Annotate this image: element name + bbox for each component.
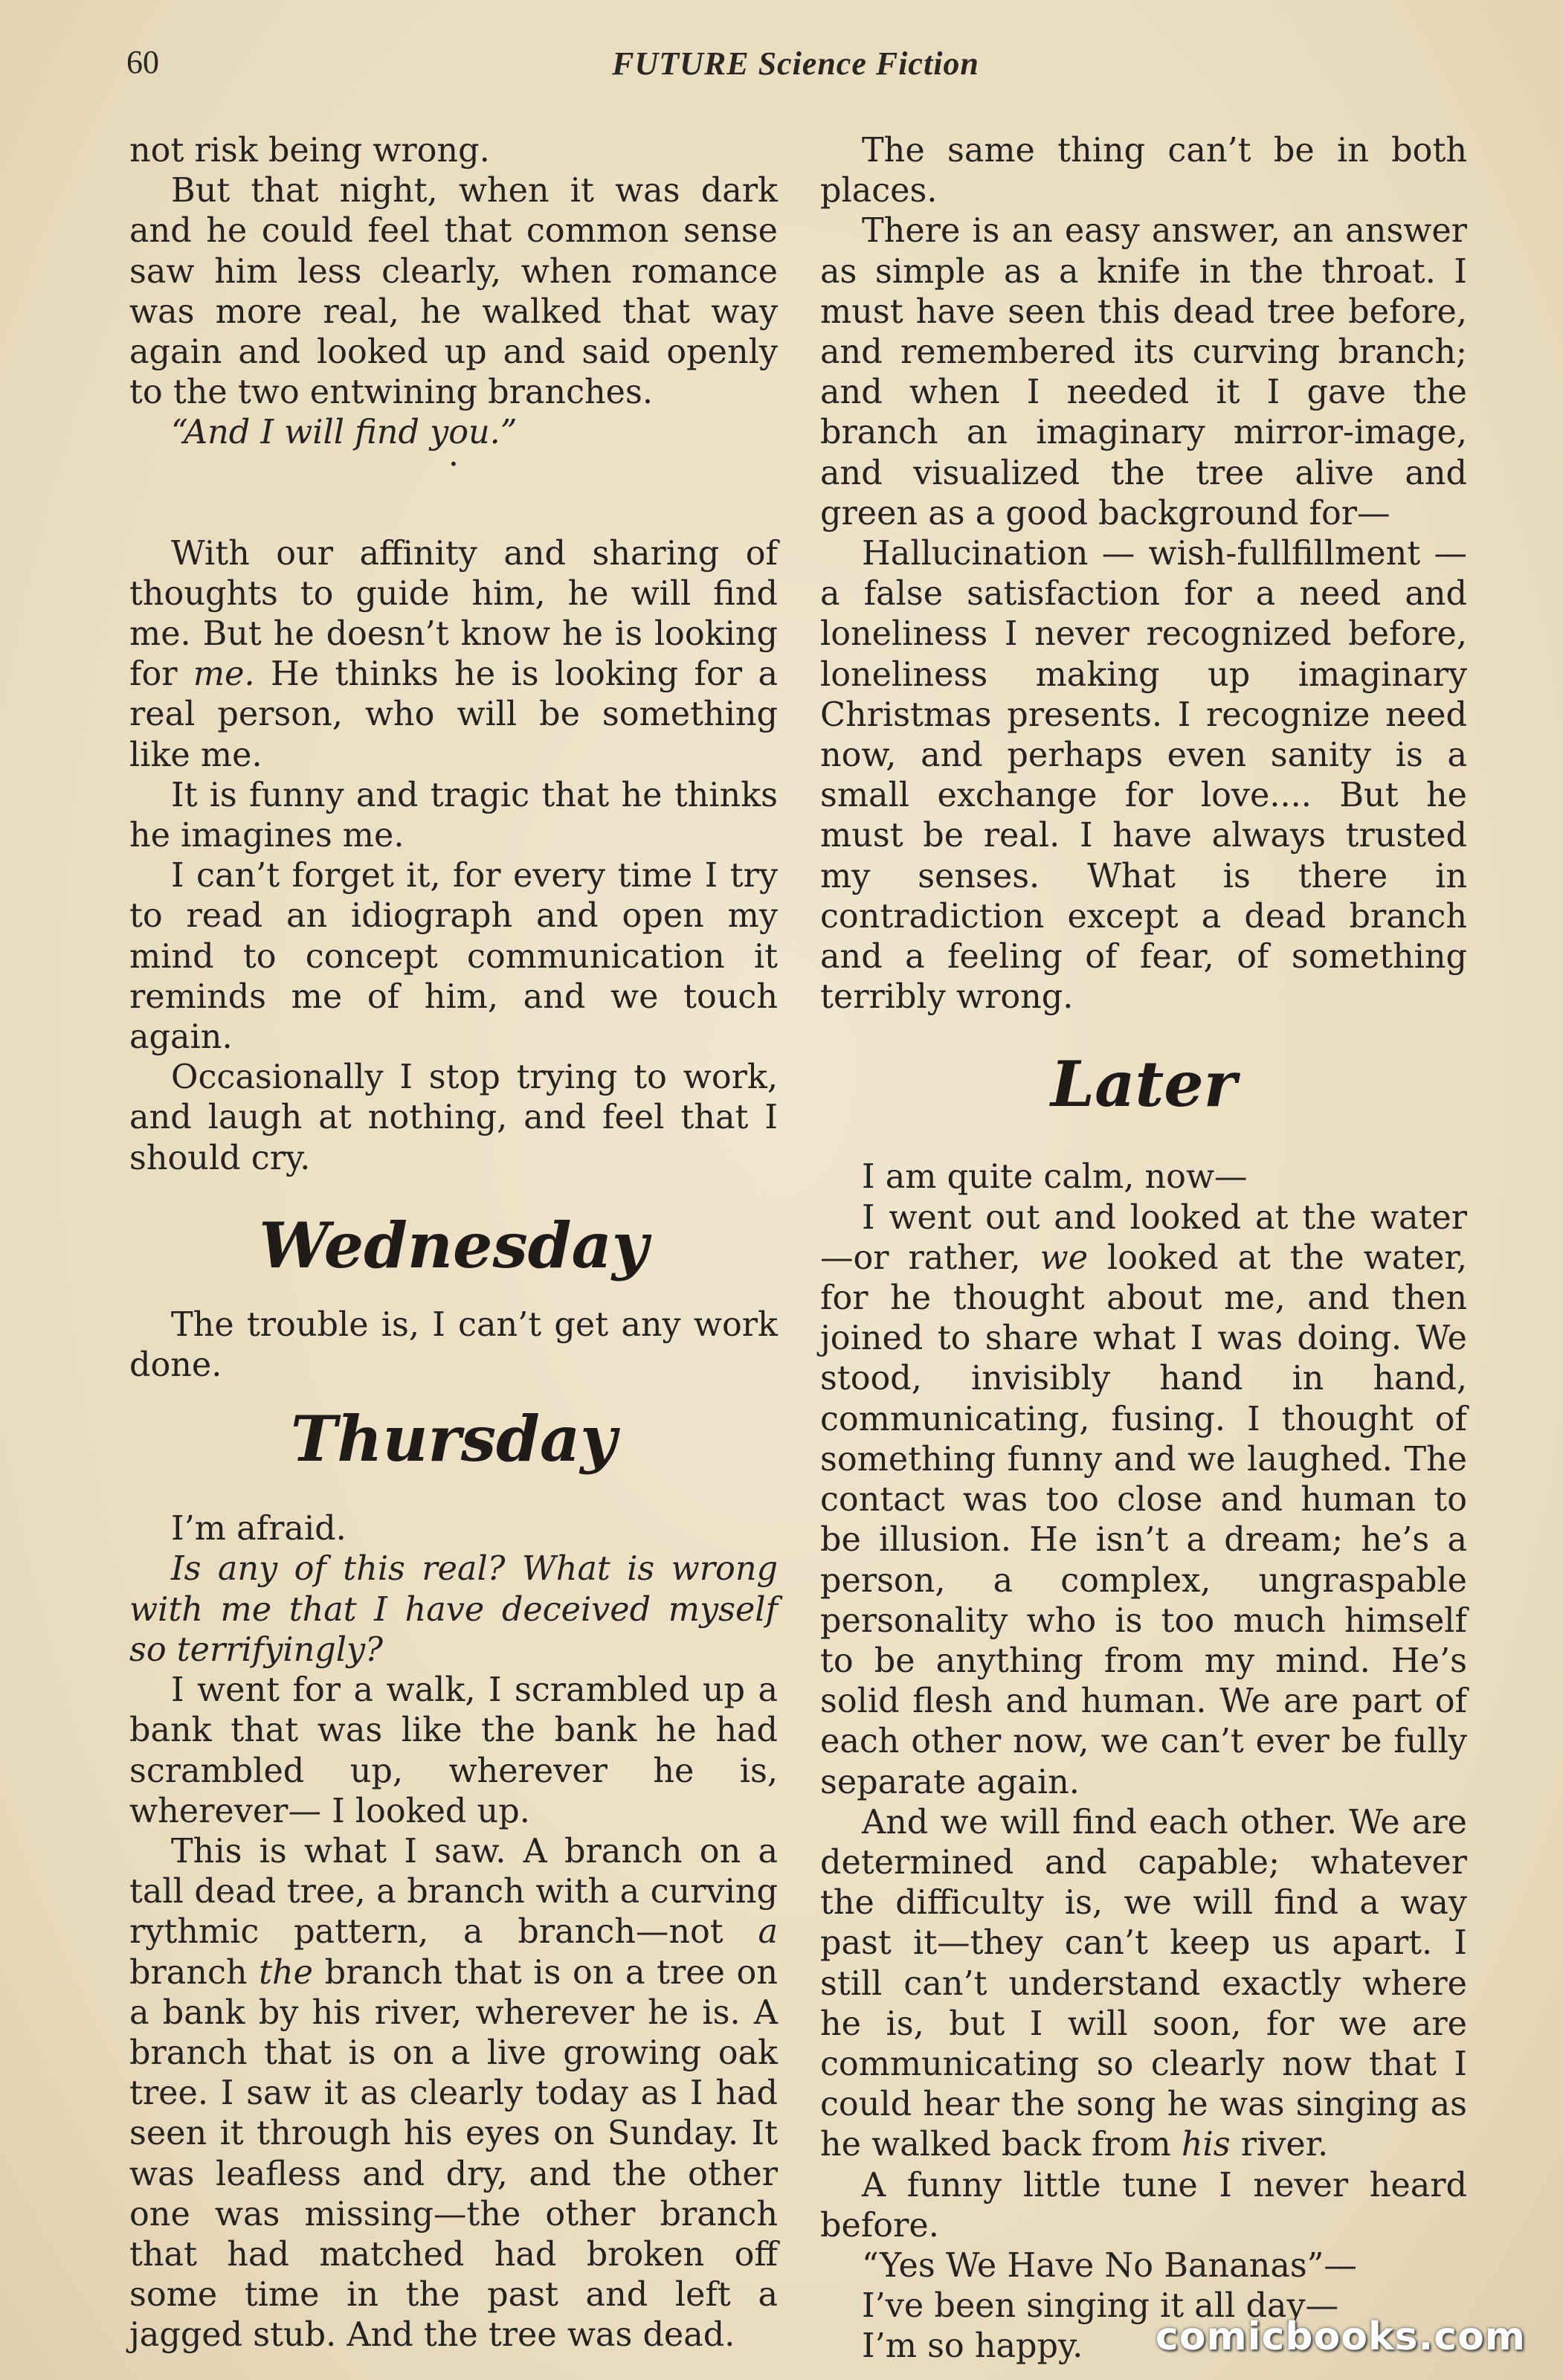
magazine-title: FUTURE Science Fiction [612, 45, 979, 82]
paragraph: Occasionally I stop trying to work, and laugh at nothing, and feel that I should cry. [129, 1058, 778, 1177]
emphasis: we [1040, 1238, 1089, 1277]
text-run: river. [1230, 2126, 1329, 2164]
paragraph: But that night, when it was dark and he could feel that common sense saw him less clearly, when romance was more real, he walked that way again and looked up and said openly to the two entwining branches. [129, 172, 778, 412]
heading-later: Later [1051, 1047, 1237, 1122]
text-run: And we will find each other. We are determined and capable; whatever the difficulty is, we will find a way past it—they can’t keep us apart. I still can’t understand exactly where he is, but I will soon, for we are communicating so clearly now that I could hear the song he was singing as he walked back from [820, 1803, 1467, 2164]
quote-line: “And I will find you.” [171, 414, 518, 452]
heading-wednesday: Wednesday [259, 1208, 648, 1282]
paragraph: The same thing can’t be in both places. [820, 132, 1467, 210]
page-number: 60 [126, 44, 159, 80]
paragraph: I’m so happy. [862, 2327, 1083, 2366]
paragraph: “Yes We Have No Bananas”— [862, 2246, 1357, 2285]
text-run: He thinks he is looking for a real person, who will be something like me. [129, 655, 778, 774]
emphasis: his [1181, 2126, 1231, 2164]
right-column [820, 131, 1467, 2367]
paragraph: I am quite calm, now— [862, 1158, 1248, 1197]
emphasis: a [758, 1913, 778, 1952]
page-header [126, 43, 1465, 88]
text-run: With our affinity and sharing of thoughts to guide him, he will find me. But he doesn’t know he is looking for [129, 534, 778, 694]
emphasis: the [259, 1953, 314, 1992]
paragraph-italic: Is any of this real? What is wrong with me that I have deceived myself so terrifyingly? [129, 1550, 778, 1669]
paragraph [129, 1832, 778, 2356]
paragraph [820, 1198, 1467, 1803]
paragraph: There is an easy answer, an answer as simple as a knife in the throat. I must have seen this dead tree before, and remembered its curving branch; and when I needed it I gave the branch an imaginary mirror-image, and visualized the tree alive and green as a good background for— [820, 212, 1467, 533]
paragraph: A funny little tune I never heard before. [820, 2166, 1467, 2245]
paragraph: I went for a walk, I scrambled up a bank that was like the bank he had scrambled up, wherever he is, wherever— I looked up. [129, 1671, 778, 1830]
watermark: comicbooks.com [1155, 2315, 1526, 2359]
section-break: · [448, 445, 460, 483]
paragraph: not risk being wrong. [129, 132, 490, 170]
text-run: looked at the water, for he thought about me, and then joined to share what I was doing. We stood, invisibly hand in hand, communicating, fusing. I thought of something funny and we laughed. The contact was too close and human to be illusion. He isn’t a dream; he’s a person, a complex, ungraspable personality who is too much himself to be anything from my mind. He’s solid flesh and human. We are part of each other now, we can’t ever be fully separate again. [820, 1238, 1467, 1801]
paragraph: I’ve been singing it all day— [862, 2287, 1339, 2326]
heading-thursday: Thursday [290, 1402, 617, 1476]
paragraph [129, 534, 778, 776]
text-run: I went out and looked at the water—or rather, [820, 1198, 1467, 1277]
text-run: branch that is on a tree on a bank by his river, wherever he is. A branch that is on a live growing oak tree. I saw it as clearly today as I had seen it through his eyes on Sunday. It was leafless and dry, and the other one was missing—the other branch that had matched had broken off some time in the past and left a jagged stub. And the tree was dead. [129, 1953, 778, 2355]
emphasis: me. [193, 655, 255, 694]
paragraph: I’m afraid. [171, 1510, 347, 1548]
paragraph: Hallucination — wish-fullfillment — a false satisfaction for a need and loneliness I never recognized before, loneliness making up imaginary Christmas presents. I recognize need now, and perhaps even sanity is a small exchange for love.... But he must be real. I have always trusted my senses. What is there in contradiction except a dead branch and a feeling of fear, of something terribly wrong. [820, 535, 1467, 1017]
paragraph: The trouble is, I can’t get any work done. [129, 1305, 778, 1385]
paragraph: It is funny and tragic that he thinks he imagines me. [129, 776, 778, 855]
left-column [129, 131, 778, 2356]
text-run: branch [129, 1953, 260, 1992]
paragraph [820, 1803, 1467, 2166]
text-run: This is what I saw. A branch on a tall dead tree, a branch with a curving rythmic pattern, a branch—not [129, 1832, 778, 1952]
spacer [129, 494, 778, 534]
paragraph: I can’t forget it, for every time I try to read an idiograph and open my mind to concept communication it reminds me of him, and we touch again. [129, 857, 778, 1057]
